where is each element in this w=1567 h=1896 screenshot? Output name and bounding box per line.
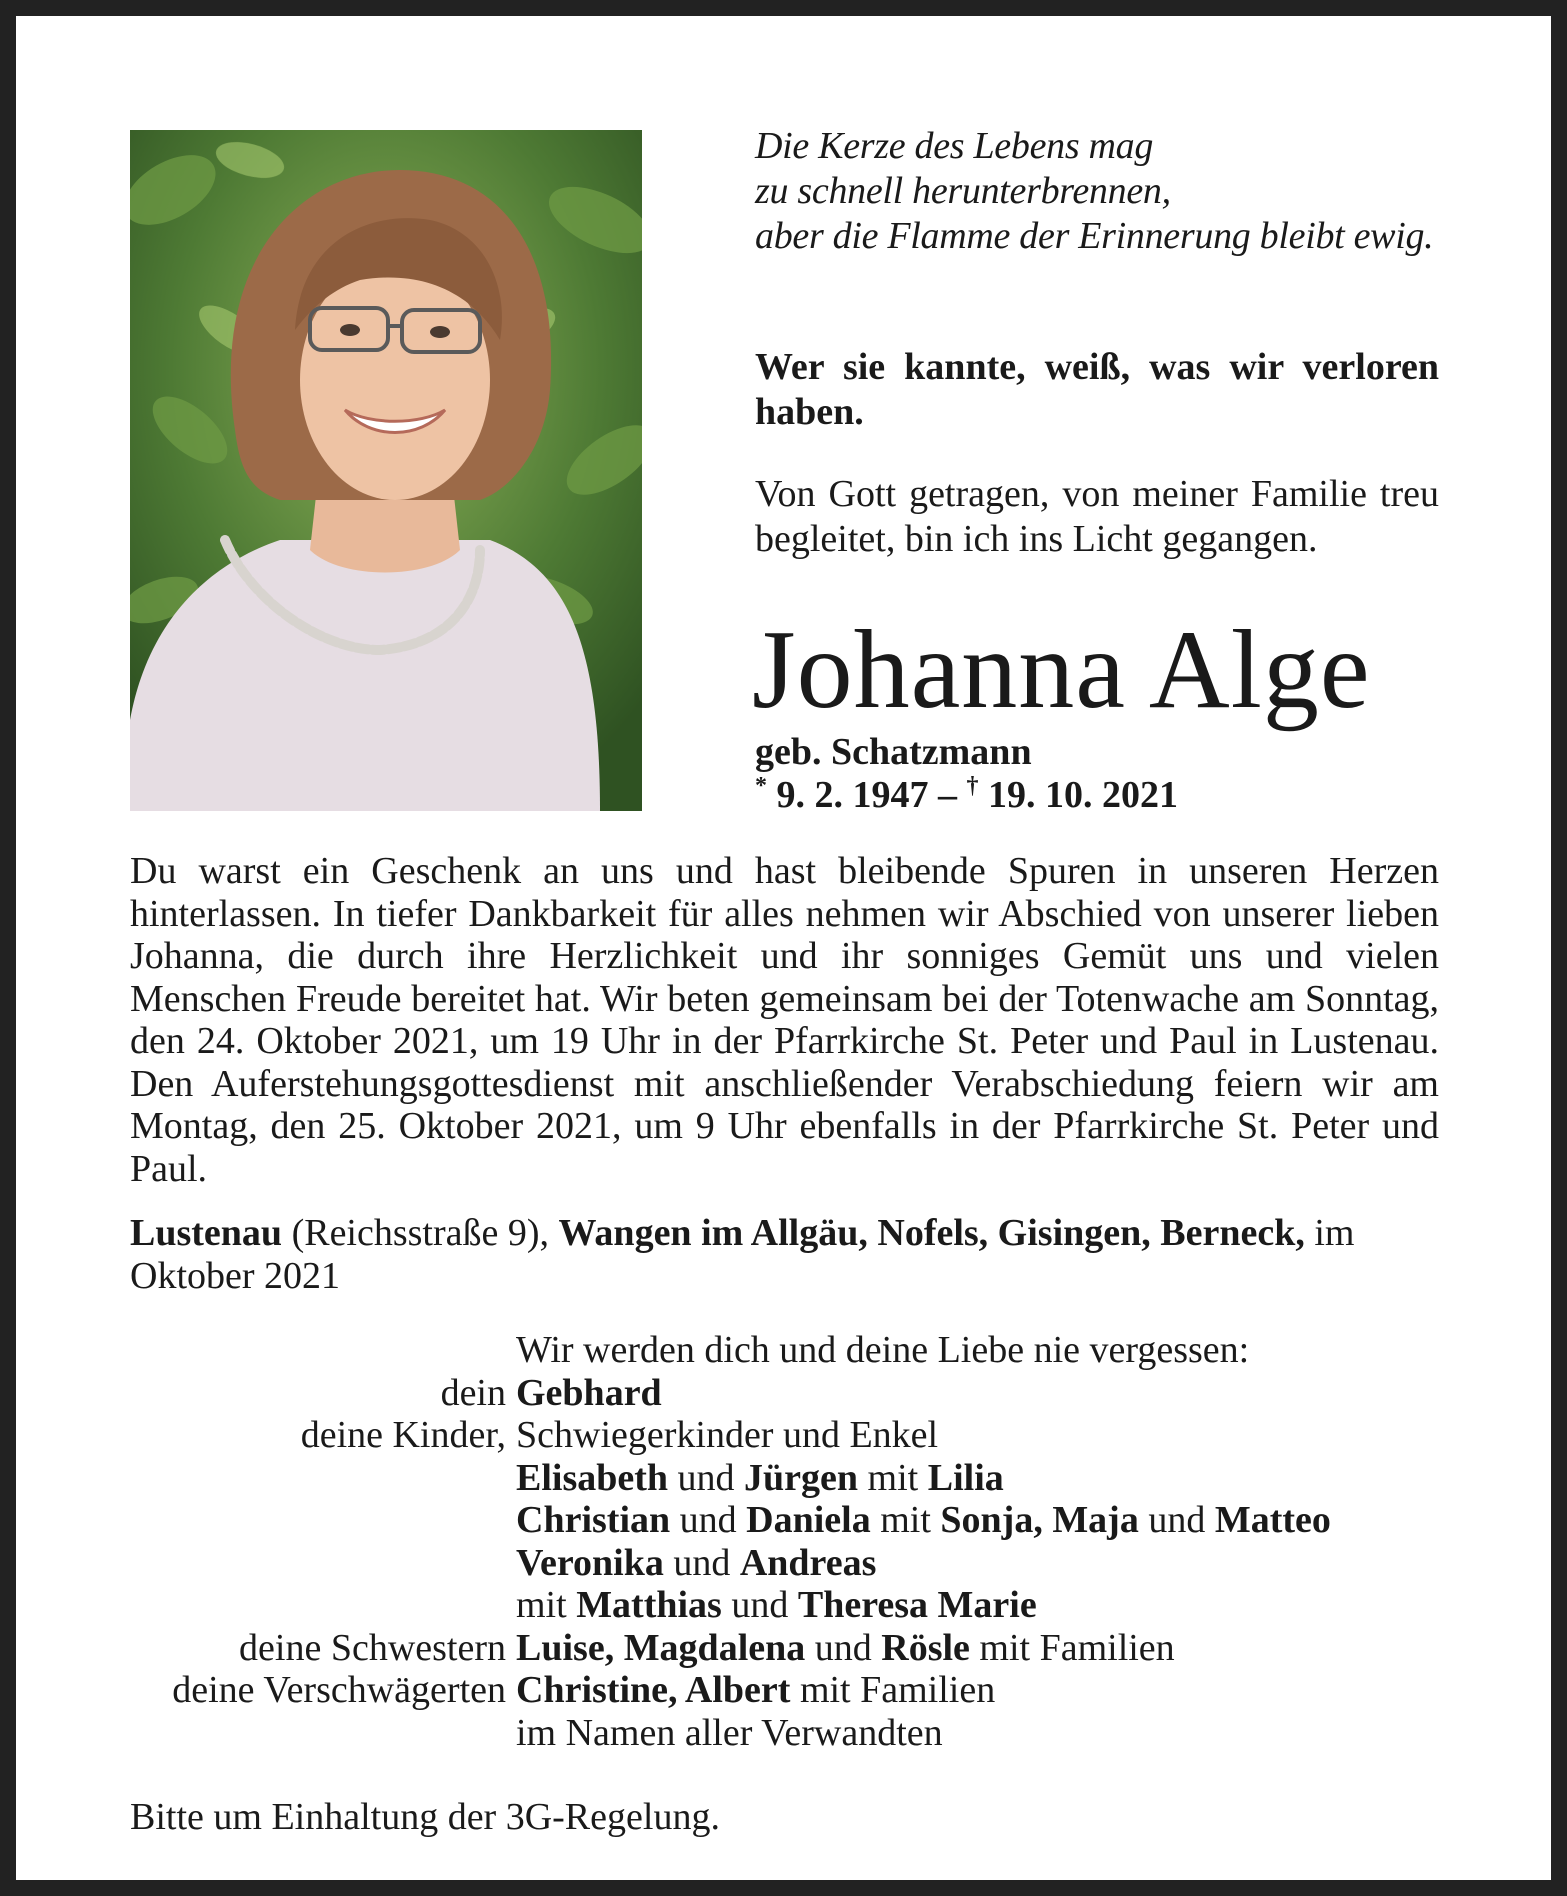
mourner-connector: und bbox=[721, 1584, 798, 1626]
mourner-row bbox=[130, 1627, 1460, 1670]
mourner-connector: im Namen aller Verwandten bbox=[516, 1711, 943, 1754]
mourner-connector: mit bbox=[858, 1456, 928, 1499]
mourner-name: Matteo bbox=[1214, 1499, 1331, 1541]
mourner-name: Elisabeth bbox=[516, 1456, 669, 1499]
mourner-row bbox=[130, 1542, 1460, 1585]
mourner-connector: und bbox=[805, 1626, 882, 1669]
mourner-relation: deine Verschwägerten bbox=[172, 1669, 506, 1711]
birth-date: 9. 2. 1947 bbox=[776, 774, 929, 816]
mourner-connector: und bbox=[663, 1541, 740, 1584]
portrait-illustration bbox=[130, 130, 642, 811]
mourners-intro-row bbox=[130, 1329, 1460, 1372]
death-date: 19. 10. 2021 bbox=[988, 774, 1178, 816]
mourner-row bbox=[130, 1584, 1460, 1627]
mourner-connector: und bbox=[668, 1456, 745, 1499]
mourner-row bbox=[130, 1499, 1460, 1542]
mourner-connector: und bbox=[670, 1499, 747, 1541]
mourner-row bbox=[130, 1372, 1460, 1415]
obituary-body: Du warst ein Geschenk an uns und hast bleibende Spuren in unseren Herzen hinterlassen. In tiefer Dankbarkeit für alles nehmen wir Abschied von unserer lieben Johanna, die durch ihre Herzlichkeit und ihr sonniges Gemüt uns und vielen Menschen Freude bereitet hat. Wir beten gemeinsam bei der Totenwache am Sonntag, den 24. Oktober 2021, um 19 Uhr in der Pfarrkirche St. Peter und Paul in Lustenau. Den Auferstehungsgottesdienst mit anschließender Verabschiedung feiern wir am Montag, den 25. Oktober 2021, um 9 Uhr ebenfalls in der Pfarrkirche St. Peter und Paul. bbox=[130, 850, 1439, 1190]
mourner-row bbox=[130, 1414, 1460, 1457]
mourner-name: Christian bbox=[516, 1499, 671, 1541]
mourner-names bbox=[516, 1627, 1175, 1670]
mourner-name: Jürgen bbox=[744, 1456, 859, 1499]
mourner-relation bbox=[130, 1542, 516, 1585]
mourners-intro: Wir werden dich und deine Liebe nie vergessen: bbox=[516, 1329, 1250, 1371]
mourner-relation: deine Schwestern bbox=[239, 1626, 506, 1669]
date-dash: – bbox=[938, 774, 957, 816]
mourner-name: Luise, Magdalena bbox=[516, 1626, 806, 1669]
mourner-relation: dein bbox=[440, 1371, 506, 1414]
quote-line: aber die Flamme der Erinnerung bleibt ewig. bbox=[755, 215, 1434, 257]
mourner-name: Gebhard bbox=[516, 1371, 662, 1414]
mourner-names bbox=[516, 1542, 876, 1585]
memorial-quote bbox=[755, 124, 1455, 259]
mourner-name: Christine, Albert bbox=[516, 1669, 791, 1711]
death-symbol: † bbox=[966, 773, 979, 799]
footer-note: Bitte um Einhaltung der 3G-Regelung. bbox=[130, 1796, 720, 1838]
birth-symbol: * bbox=[755, 773, 767, 799]
mourner-names bbox=[516, 1584, 1037, 1627]
mourner-connector: mit Familien bbox=[790, 1669, 996, 1711]
place-town: Lustenau bbox=[130, 1212, 283, 1254]
motto-text: Wer sie kannte, weiß, was wir verloren haben. bbox=[755, 346, 1439, 433]
mourner-names bbox=[516, 1414, 938, 1457]
mourner-name: Andreas bbox=[739, 1541, 877, 1584]
life-dates bbox=[755, 773, 1178, 817]
birth-name: geb. Schatzmann bbox=[755, 731, 1032, 773]
mourner-names bbox=[516, 1669, 995, 1712]
places-line bbox=[130, 1212, 1439, 1297]
mourner-relation bbox=[130, 1499, 516, 1542]
mourner-name: Veronika bbox=[516, 1541, 664, 1584]
mourner-row bbox=[130, 1669, 1460, 1712]
mourner-relation bbox=[130, 1584, 516, 1627]
mourner-row bbox=[130, 1457, 1460, 1500]
mourner-names bbox=[516, 1712, 943, 1755]
mourner-name: Sonja, Maja bbox=[940, 1499, 1139, 1541]
place-others: Wangen im Allgäu, Nofels, Gisingen, Berneck, bbox=[558, 1212, 1305, 1254]
deceased-name: Johanna Alge bbox=[752, 608, 1371, 732]
mourner-name: Matthias bbox=[576, 1584, 722, 1626]
mourner-names bbox=[516, 1457, 1004, 1500]
mourner-connector: mit Familien bbox=[969, 1626, 1175, 1669]
mourner-name: Lilia bbox=[927, 1456, 1004, 1499]
mourner-connector: mit bbox=[870, 1499, 941, 1541]
mourner-connector: mit bbox=[516, 1584, 577, 1626]
mourner-name: Rösle bbox=[881, 1626, 970, 1669]
mourner-connector: und bbox=[1138, 1499, 1215, 1541]
mourner-relation bbox=[130, 1712, 516, 1755]
mourner-row bbox=[130, 1712, 1460, 1755]
place-address: (Reichsstraße 9), bbox=[291, 1212, 550, 1254]
quote-line: Die Kerze des Lebens mag bbox=[755, 125, 1154, 167]
mourner-name: Daniela bbox=[746, 1499, 871, 1541]
quote-line: zu schnell herunterbrennen, bbox=[755, 170, 1171, 212]
lead-text: Von Gott getragen, von meiner Familie treu begleitet, bin ich ins Licht gegangen. bbox=[755, 473, 1439, 560]
place-date: im Oktober 2021 bbox=[130, 1212, 1355, 1297]
mourner-connector: Schwiegerkinder und Enkel bbox=[516, 1414, 939, 1456]
mourner-relation bbox=[130, 1457, 516, 1500]
mourner-names bbox=[516, 1499, 1331, 1542]
mourner-relation: deine Kinder, bbox=[300, 1414, 506, 1456]
mourner-names bbox=[516, 1372, 662, 1415]
portrait-photo bbox=[130, 130, 642, 811]
mourners-list bbox=[130, 1329, 1460, 1754]
mourner-name: Theresa Marie bbox=[797, 1584, 1037, 1626]
